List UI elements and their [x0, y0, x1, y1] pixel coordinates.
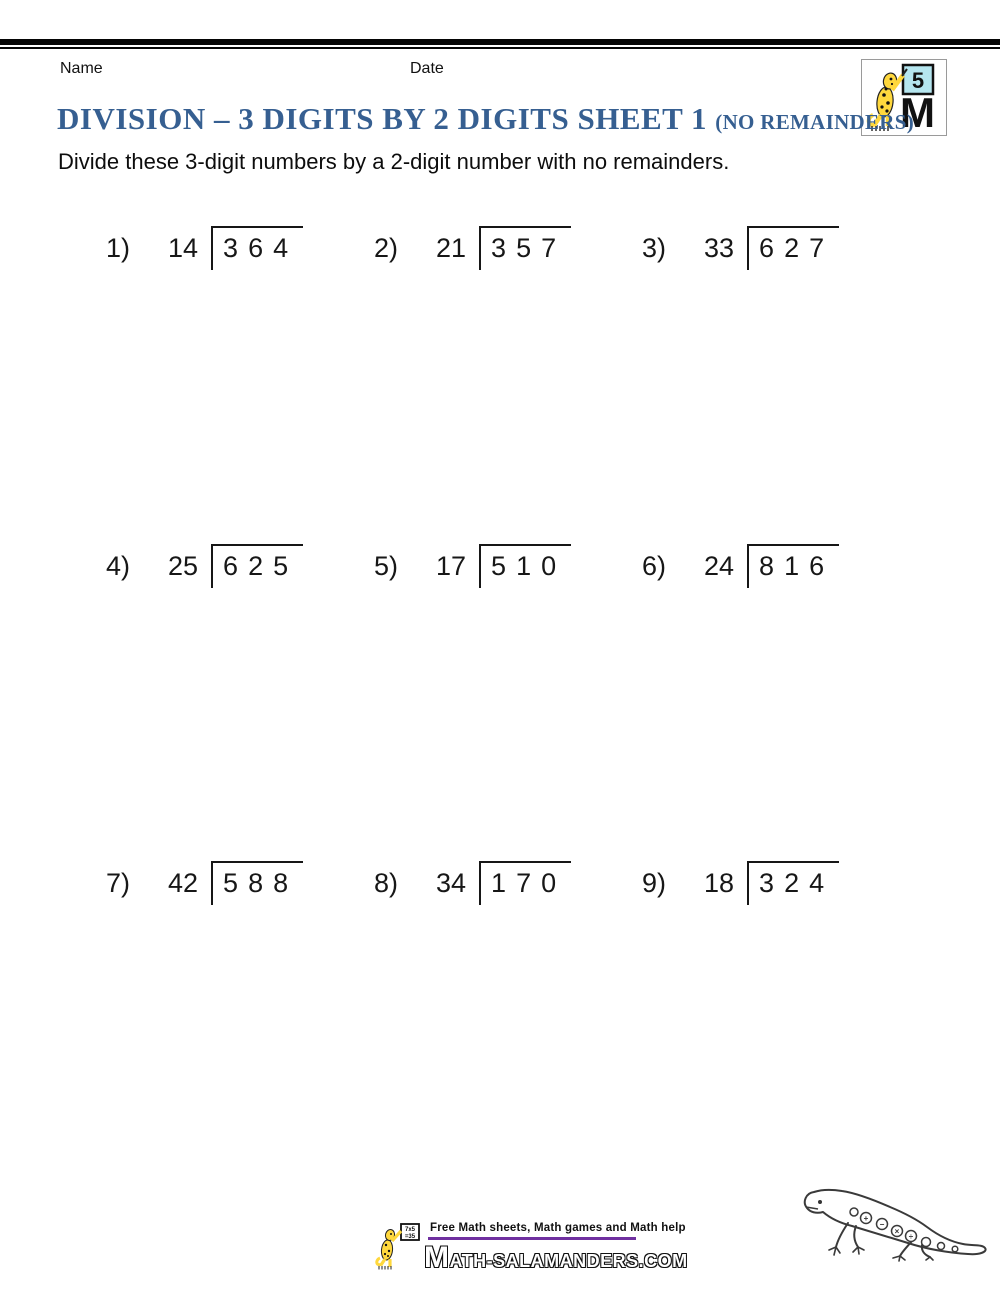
footer-site-name: MATH-SALAMANDERS.COM	[424, 1241, 688, 1274]
division-problem-8	[374, 861, 571, 905]
dividend-bracket: 816	[747, 544, 839, 588]
salamander-outline-icon	[798, 1162, 998, 1262]
division-problem-2	[374, 226, 571, 270]
svg-text:×: ×	[894, 1227, 900, 1236]
svg-text:÷: ÷	[908, 1232, 914, 1241]
divisor: 21	[436, 233, 467, 263]
problem-number: 9)	[642, 868, 667, 898]
division-problem-6	[642, 544, 839, 588]
dividend-bracket: 627	[747, 226, 839, 270]
worksheet-title	[57, 101, 914, 137]
dividend-bracket: 588	[211, 861, 303, 905]
footer-purple-rule	[428, 1237, 636, 1240]
division-problem-9	[642, 861, 839, 905]
dividend-bracket: 364	[211, 226, 303, 270]
name-label: Name	[60, 60, 103, 77]
worksheet-title-main: DIVISION – 3 DIGITS BY 2 DIGITS SHEET 1	[57, 101, 708, 136]
svg-text:−: −	[879, 1220, 885, 1229]
grade-number: 5	[911, 68, 925, 93]
problem-number: 3)	[642, 233, 667, 263]
divisor: 18	[704, 868, 735, 898]
dividend-bracket: 170	[479, 861, 571, 905]
date-label: Date	[410, 60, 444, 77]
dividend-bracket: 324	[747, 861, 839, 905]
footer-tagline: Free Math sheets, Math games and Math help	[430, 1222, 686, 1234]
problem-number: 6)	[642, 551, 667, 581]
footer-salamander-logo-icon	[374, 1222, 424, 1270]
mini-board-line1: 7x5	[404, 1227, 416, 1233]
mini-board-line2: =35	[404, 1234, 416, 1240]
divisor: 14	[168, 233, 199, 263]
top-border-rule-thin	[0, 47, 1000, 49]
division-problem-5	[374, 544, 571, 588]
problem-number: 1)	[106, 233, 131, 263]
divisor: 33	[704, 233, 735, 263]
logo-m-letter: M	[900, 89, 935, 133]
divisor: 34	[436, 868, 467, 898]
divisor: 25	[168, 551, 199, 581]
corner-salamander-drawing	[798, 1162, 998, 1267]
problem-number: 2)	[374, 233, 399, 263]
division-problem-3	[642, 226, 839, 270]
problem-number: 7)	[106, 868, 131, 898]
problem-number: 5)	[374, 551, 399, 581]
dividend-bracket: 357	[479, 226, 571, 270]
instructions-text: Divide these 3-digit numbers by a 2-digit number with no remainders.	[58, 149, 730, 174]
division-problem-1	[106, 226, 303, 270]
problem-number: 8)	[374, 868, 399, 898]
division-problem-7	[106, 861, 303, 905]
worksheet-title-suffix: (NO REMAINDERS)	[715, 110, 915, 134]
dividend-bracket: 510	[479, 544, 571, 588]
division-problem-4	[106, 544, 303, 588]
divisor: 42	[168, 868, 199, 898]
dividend-bracket: 625	[211, 544, 303, 588]
top-border-rule-thick	[0, 39, 1000, 45]
problem-number: 4)	[106, 551, 131, 581]
footer-branding	[374, 1222, 688, 1275]
svg-text:+: +	[863, 1214, 869, 1223]
divisor: 17	[436, 551, 467, 581]
divisor: 24	[704, 551, 735, 581]
